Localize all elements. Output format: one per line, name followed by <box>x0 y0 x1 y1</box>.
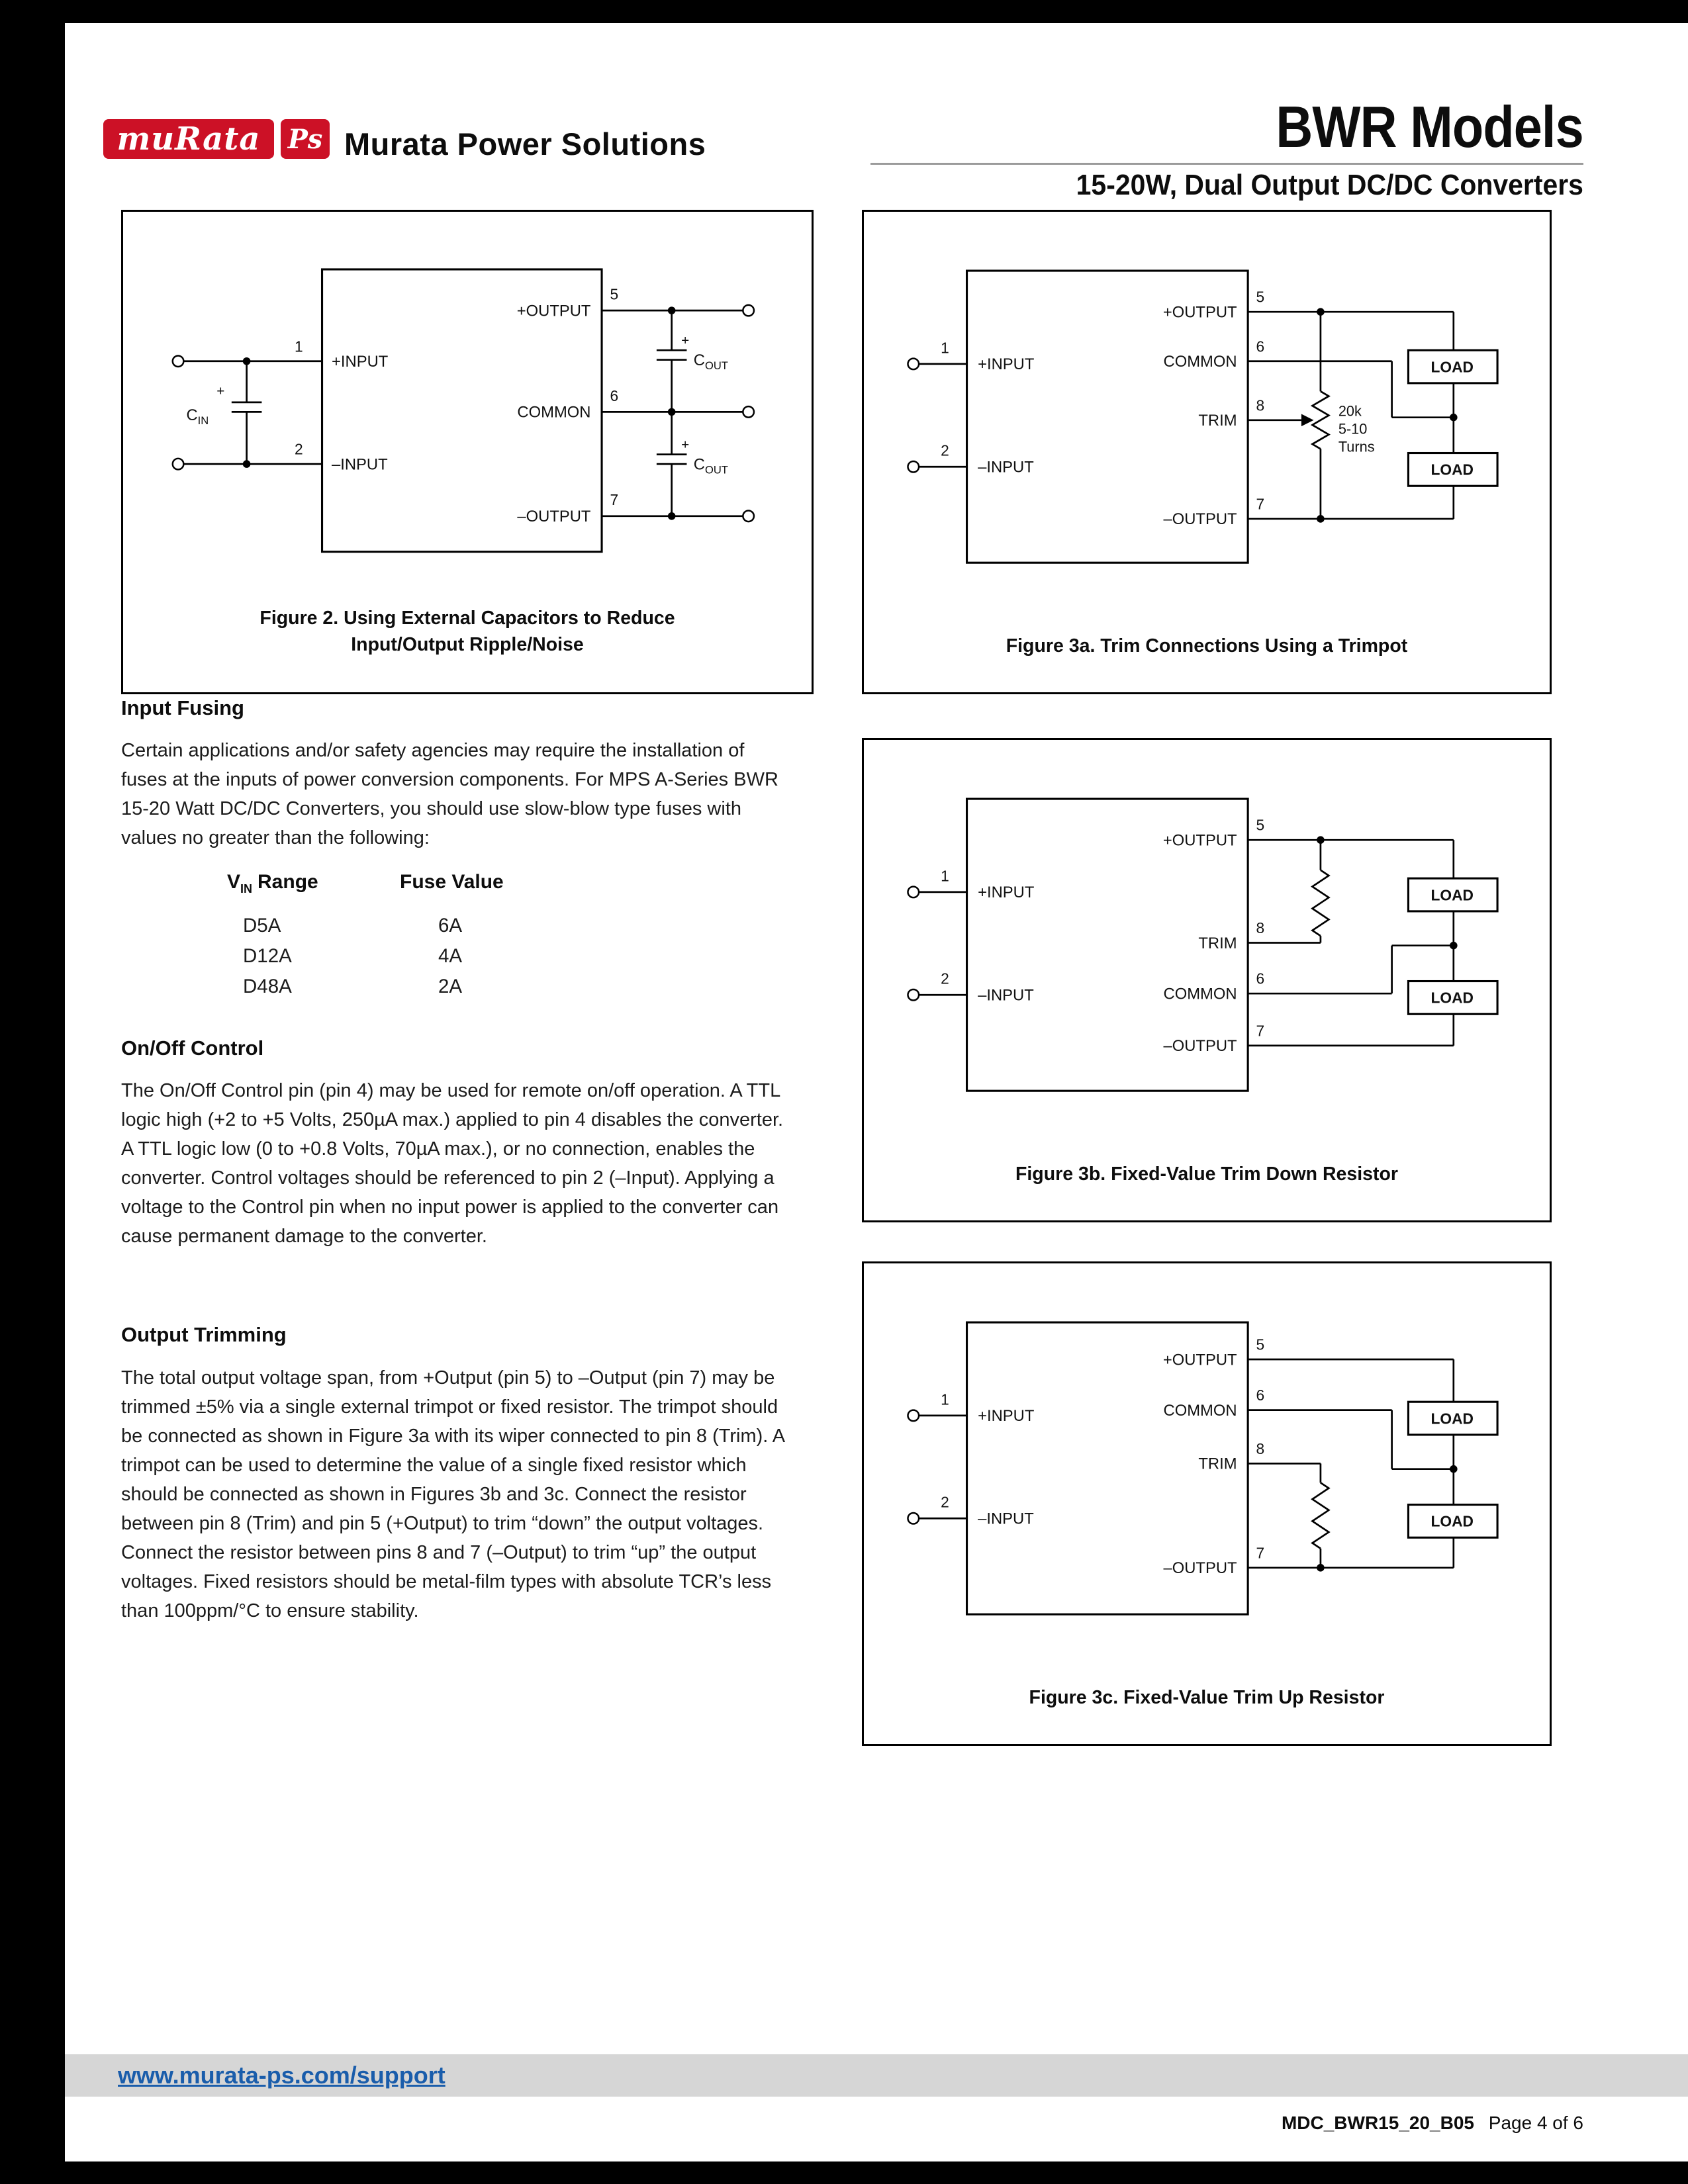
figure3b-circuit-diagram <box>864 740 1550 1106</box>
pin8-number: 8 <box>1256 396 1265 414</box>
document-id: MDC_BWR15_20_B05 <box>1281 2113 1474 2133</box>
pin1-number: 1 <box>294 338 303 355</box>
pin1-number: 1 <box>941 1390 949 1408</box>
input-terminals <box>908 887 919 1001</box>
pin2-number: 2 <box>941 441 949 459</box>
cin-polarity-plus: + <box>216 383 225 399</box>
minus-output-label: –OUTPUT <box>1163 1559 1237 1578</box>
pin7-number: 7 <box>1256 1544 1265 1562</box>
cout2-polarity-plus: + <box>681 437 690 453</box>
pin6-number: 6 <box>1256 1387 1265 1404</box>
minus-input-label: –INPUT <box>978 986 1034 1005</box>
fuse-table-row-value: 6A <box>438 915 463 936</box>
plus-input-label: +INPUT <box>978 884 1035 902</box>
pin5-number: 5 <box>1256 288 1265 306</box>
figure3c-box <box>862 1261 1552 1746</box>
fuse-table-row-value: 4A <box>438 945 463 967</box>
minus-input-label: –INPUT <box>978 1510 1034 1528</box>
page-number: Page 4 of 6 <box>1488 2113 1583 2133</box>
trim-label: TRIM <box>1198 1455 1237 1473</box>
support-link[interactable]: www.murata-ps.com/support <box>118 2062 445 2089</box>
plus-input-label: +INPUT <box>978 1407 1035 1426</box>
ps-logo <box>281 119 330 159</box>
common-label: COMMON <box>1163 985 1237 1003</box>
paragraph-output-trimming: The total output voltage span, from +Output (pin 5) to –Output (pin 7) may be trimmed ±5% via a single external trimpot or fixed resistor. The trimpot should be connected as shown in Figure 3a with its wiper connected to pin 8 (Trim). A trimpot can be used to determine the value of a single fixed resistor which should be connected as shown in Figures 3b and 3c. Connect the resistor between pin 8 (Trim) and pin 5 (+Output) to trim “down” the output voltages. Connect the resistor between pins 8 and 7 (–Output) to trim “up” the output voltages. Fixed resistors should be metal-film types with absolute TCR’s less than 100ppm/°C to ensure stability. <box>121 1367 784 1621</box>
title-divider <box>870 163 1583 165</box>
fuse-table-header-vin-range: $V_{IN}$ Range <box>227 871 318 895</box>
load1-label: LOAD <box>1430 886 1474 904</box>
plus-input-label: +INPUT <box>332 353 389 371</box>
trim-label: TRIM <box>1198 412 1237 430</box>
pin2-number: 2 <box>941 970 949 987</box>
pin1-number: 1 <box>941 339 949 357</box>
figure3a-circuit-diagram <box>864 212 1550 578</box>
pin2-number: 2 <box>294 440 303 458</box>
fuse-table-header-fuse-value: Fuse Value <box>400 871 504 893</box>
trimpot-turns-label-1: 5-10 <box>1338 420 1368 437</box>
scan-border-bottom <box>0 2161 1688 2184</box>
footer-bar <box>65 2054 1688 2097</box>
minus-output-label: –OUTPUT <box>517 508 591 526</box>
pin5-number: 5 <box>1256 816 1265 834</box>
fuse-table-row-vin: D12A <box>243 945 292 967</box>
figure2-box <box>121 210 814 694</box>
page-title: BWR Models <box>1276 94 1583 159</box>
pin2-number: 2 <box>941 1493 949 1511</box>
plus-output-label: +OUTPUT <box>1162 303 1237 322</box>
cout1-polarity-plus: + <box>681 332 690 348</box>
figure3c-caption: Figure 3c. Fixed-Value Trim Up Resistor <box>1029 1687 1385 1708</box>
trim-label: TRIM <box>1198 934 1237 952</box>
figure3b-box <box>862 738 1552 1222</box>
plus-input-label: +INPUT <box>978 355 1035 374</box>
figure3a-caption: Figure 3a. Trim Connections Using a Trimpot <box>1006 635 1408 657</box>
murata-logo-text: muRata <box>117 120 261 158</box>
minus-input-label: –INPUT <box>978 458 1034 477</box>
ps-logo-text: Ps <box>287 123 323 155</box>
input-terminals <box>908 1410 919 1524</box>
pin8-number: 8 <box>1256 919 1265 937</box>
pin6-number: 6 <box>610 387 619 404</box>
plus-output-label: +OUTPUT <box>516 302 591 320</box>
input-terminals <box>173 355 184 469</box>
output-terminals <box>743 305 754 522</box>
trimpot-turns-label-2: Turns <box>1338 438 1375 455</box>
pin5-number: 5 <box>1256 1336 1265 1353</box>
load2-label: LOAD <box>1430 461 1474 478</box>
fuse-table-row-value: 2A <box>438 976 463 997</box>
minus-output-label: –OUTPUT <box>1163 510 1237 529</box>
cout2-label: $C_{OUT}$ <box>693 455 728 477</box>
cout1-label: $C_{OUT}$ <box>693 351 728 373</box>
load1-label: LOAD <box>1430 1410 1474 1428</box>
load2-label: LOAD <box>1430 989 1474 1007</box>
figure2-circuit-diagram <box>123 212 809 578</box>
common-label: COMMON <box>1163 353 1237 371</box>
pin1-number: 1 <box>941 867 949 885</box>
common-label: COMMON <box>517 403 591 422</box>
minus-output-label: –OUTPUT <box>1163 1037 1237 1056</box>
page-subtitle: 15-20W, Dual Output DC/DC Converters <box>1076 169 1583 201</box>
plus-output-label: +OUTPUT <box>1162 1351 1237 1369</box>
common-label: COMMON <box>1163 1401 1237 1420</box>
pin6-number: 6 <box>1256 970 1265 987</box>
trimpot-value-label: 20k <box>1338 402 1362 420</box>
pin7-number: 7 <box>1256 1022 1265 1040</box>
pin8-number: 8 <box>1256 1439 1265 1457</box>
paragraph-on-off-control: The On/Off Control pin (pin 4) may be used for remote on/off operation. A TTL logic high (+2 to +5 Volts, 250µA max.) applied to pin 4 disables the converter. A TTL logic low (0 to +0.8 Volts, 70µA max.), or no connection, enables the converter. Control voltages should be referenced to pin 2 (–Input). Applying a voltage to the Control pin when no input power is applied to the converter can cause permanent damage to the converter. <box>121 1080 784 1247</box>
trimpot-resistor <box>1312 391 1329 449</box>
heading-output-trimming: Output Trimming <box>121 1323 287 1346</box>
fuse-table-row-vin: D5A <box>243 915 281 936</box>
document-id-line <box>1282 2113 1583 2134</box>
trim-up-resistor <box>1312 1482 1329 1548</box>
heading-input-fusing: Input Fusing <box>121 696 244 719</box>
paragraph-input-fusing: Certain applications and/or safety agencies may require the installation of fuses at the inputs of power conversion components. For MPS A-Series BWR 15-20 Watt DC/DC Converters, you should use slow-blow type fuses with values no greater than the following: <box>121 740 778 848</box>
brand-name: Murata Power Solutions <box>344 126 706 161</box>
heading-on-off-control: On/Off Control <box>121 1036 264 1060</box>
figure3c-circuit-diagram <box>864 1263 1550 1629</box>
minus-input-label: –INPUT <box>332 455 388 474</box>
figure3a-box <box>862 210 1552 694</box>
fuse-table-row-vin: D48A <box>243 976 292 997</box>
pin5-number: 5 <box>610 285 619 303</box>
trim-down-resistor <box>1312 870 1329 936</box>
pin7-number: 7 <box>610 491 619 509</box>
scan-border-left <box>0 0 65 2184</box>
pin6-number: 6 <box>1256 338 1265 355</box>
figure2-caption: Figure 2. Using External Capacitors to Reduce Input/Output Ripple/Noise <box>259 608 675 655</box>
figure3b-caption: Figure 3b. Fixed-Value Trim Down Resistor <box>1015 1163 1399 1185</box>
load2-label: LOAD <box>1430 1512 1474 1530</box>
plus-output-label: +OUTPUT <box>1162 831 1237 850</box>
murata-logo <box>103 119 274 159</box>
pin7-number: 7 <box>1256 495 1265 513</box>
scan-border-top <box>0 0 1688 23</box>
load1-label: LOAD <box>1430 358 1474 376</box>
cin-label: $C_{IN}$ <box>186 406 209 428</box>
input-terminals <box>908 359 919 473</box>
